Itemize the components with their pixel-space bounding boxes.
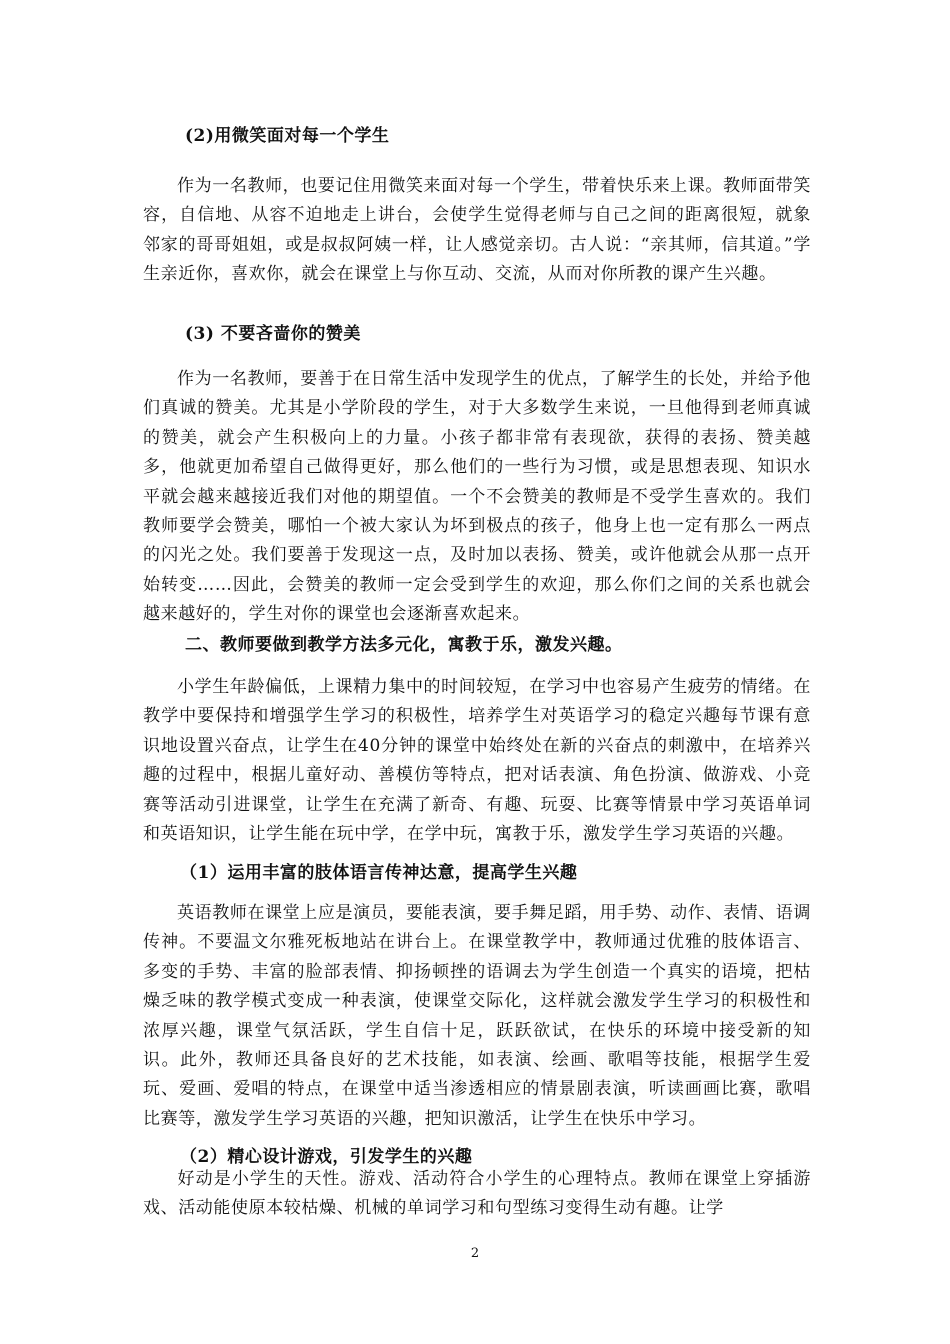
- section-heading-smile: (2)用微笑面对每一个学生: [185, 126, 390, 146]
- section-heading-body-language: （1）运用丰富的肢体语言传神达意，提高学生兴趣: [180, 863, 578, 883]
- section-paragraph-methods: [143, 673, 811, 849]
- paragraph-text: 英语教师在课堂上应是演员，要能表演，要手舞足蹈，用手势、动作、表情、语调传神。不要温文尔雅死板地站在讲台上。在课堂教学中，教师通过优雅的肢体语言、多变的手势、丰富的脸部表情、抑扬顿挫的语调去为学生创造一个真实的语境，把枯燥乏味的教学模式变成一种表演，使课堂交际化，这样就会激发学生学习的积极性和浓厚兴趣，课堂气氛活跃，学生自信十足，跃跃欲试，在快乐的环境中接受新的知识。此外，教师还具备良好的艺术技能，如表演、绘画、歌唱等技能，根据学生爱玩、爱画、爱唱的特点，在课堂中适当渗透相应的情景剧表演，听读画画比赛，歌唱比赛等，激发学生学习英语的兴趣，把知识激活，让学生在快乐中学习。: [143, 903, 811, 1129]
- section-paragraph-smile: [143, 172, 811, 290]
- section-paragraph-praise: [143, 365, 811, 630]
- section-heading-games: （2）精心设计游戏，引发学生的兴趣: [180, 1147, 473, 1167]
- page-number: 2: [470, 1246, 480, 1261]
- paragraph-text: 好动是小学生的天性。游戏、活动符合小学生的心理特点。教师在课堂上穿插游戏、活动能使原本较枯燥、机械的单词学习和句型练习变得生动有趣。让学: [143, 1169, 811, 1219]
- paragraph-text: 作为一名教师，要善于在日常生活中发现学生的优点，了解学生的长处，并给予他们真诚的赞美。尤其是小学阶段的学生，对于大多数学生来说，一旦他得到老师真诚的赞美，就会产生积极向上的力量。小孩子都非常有表现欲，获得的表扬、赞美越多，他就更加希望自己做得更好，那么他们的一些行为习惯，或是思想表现、知识水平就会越来越接近我们对他的期望值。一个不会赞美的教师是不受学生喜欢的。我们教师要学会赞美，哪怕一个被大家认为坏到极点的孩子，他身上也一定有那么一两点的闪光之处。我们要善于发现这一点，及时加以表扬、赞美，或许他就会从那一点开始转变……因此，会赞美的教师一定会受到学生的欢迎，那么你们之间的关系也就会越来越好的，学生对你的课堂也会逐渐喜欢起来。: [143, 369, 811, 625]
- paragraph-text: 作为一名教师，也要记住用微笑来面对每一个学生，带着快乐来上课。教师面带笑容，自信地、从容不迫地走上讲台，会使学生觉得老师与自己之间的距离很短，就象邻家的哥哥姐姐，或是叔叔阿姨一样，让人感觉亲切。古人说：“亲其师，信其道。”学生亲近你，喜欢你，就会在课堂上与你互动、交流，从而对你所教的课产生兴趣。: [143, 176, 811, 285]
- paragraph-text: 小学生年龄偏低，上课精力集中的时间较短，在学习中也容易产生疲劳的情绪。在教学中要保持和增强学生学习的积极性，培养学生对英语学习的稳定兴趣每节课有意识地设置兴奋点，让学生在40分钟的课堂中始终处在新的兴奋点的刺激中，在培养兴趣的过程中，根据儿童好动、善模仿等特点，把对话表演、角色扮演、做游戏、小竞赛等活动引进课堂，让学生在充满了新奇、有趣、玩耍、比赛等情景中学习英语单词和英语知识，让学生能在玩中学，在学中玩，寓教于乐，激发学生学习英语的兴趣。: [143, 677, 811, 845]
- section-heading-praise: (3) 不要吝啬你的赞美: [185, 324, 361, 344]
- section-paragraph-body-language: [143, 899, 811, 1134]
- section-heading-methods: 二、教师要做到教学方法多元化，寓教于乐，激发兴趣。: [185, 635, 623, 655]
- section-paragraph-games: [143, 1165, 811, 1224]
